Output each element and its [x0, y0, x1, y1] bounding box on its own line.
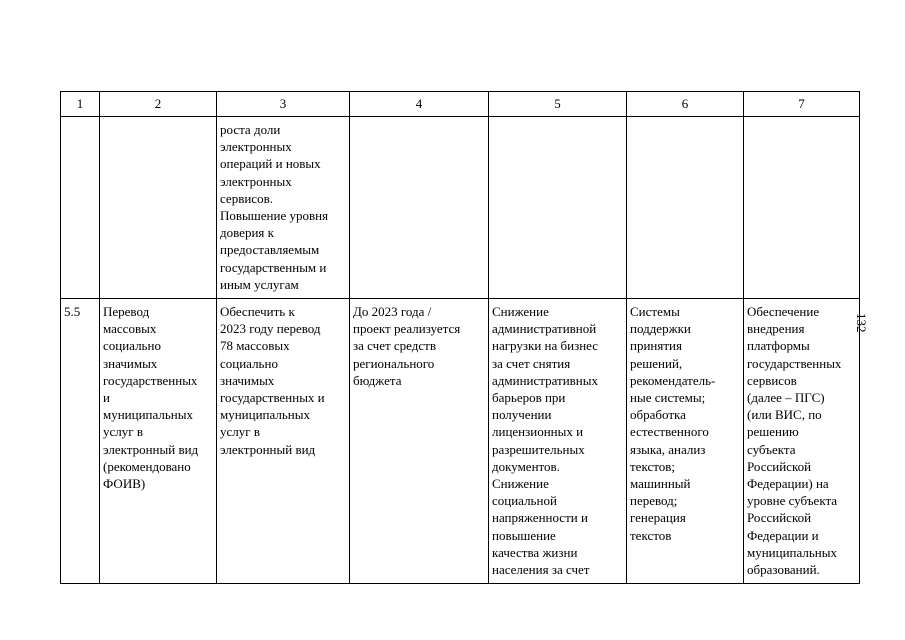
- table-row: [61, 117, 860, 299]
- table-cell: [627, 117, 744, 299]
- column-number-4: 4: [350, 92, 489, 117]
- table-row: [61, 299, 860, 584]
- table-cell: [350, 117, 489, 299]
- column-number-6: 6: [627, 92, 744, 117]
- table-cell: [61, 117, 100, 299]
- column-number-5: 5: [489, 92, 627, 117]
- measure-name-cell: Перевод массовых социально значимых государственных и муниципальных услуг в электронный вид (рекомендовано ФОИВ): [100, 299, 217, 584]
- column-number-1: 1: [61, 92, 100, 117]
- implementation-cell: Обеспечение внедрения платформы государственных сервисов (далее – ПГС) (или ВИС, по решению субъекта Российской Федерации) на уровне субъекта Российской Федерации и муниципальных образований.: [744, 299, 860, 584]
- table-cell: [489, 117, 627, 299]
- table-cell: [744, 117, 860, 299]
- deadline-funding-cell: До 2023 года / проект реализуется за счет средств регионального бюджета: [350, 299, 489, 584]
- technology-cell: Системы поддержки принятия решений, рекомендатель- ные системы; обработка естественного языка, анализ текстов; машинный перевод; генерация текстов: [627, 299, 744, 584]
- column-number-3: 3: [217, 92, 350, 117]
- table-header-row: [61, 92, 860, 117]
- table-cell: роста доли электронных операций и новых электронных сервисов. Повышение уровня доверия к предоставляемым государственным и иным услугам: [217, 117, 350, 299]
- expected-result-cell: Обеспечить к 2023 году перевод 78 массовых социально значимых государственных и муниципальных услуг в электронный вид: [217, 299, 350, 584]
- column-number-7: 7: [744, 92, 860, 117]
- page-number: 132: [854, 313, 869, 333]
- measures-table: [60, 91, 860, 584]
- table-cell: [100, 117, 217, 299]
- effect-cell: Снижение административной нагрузки на бизнес за счет снятия административных барьеров при получении лицензионных и разрешительных документов. Снижение социальной напряженности и повышение качества жизни населения за счет: [489, 299, 627, 584]
- column-number-2: 2: [100, 92, 217, 117]
- row-number-cell: 5.5: [61, 299, 100, 584]
